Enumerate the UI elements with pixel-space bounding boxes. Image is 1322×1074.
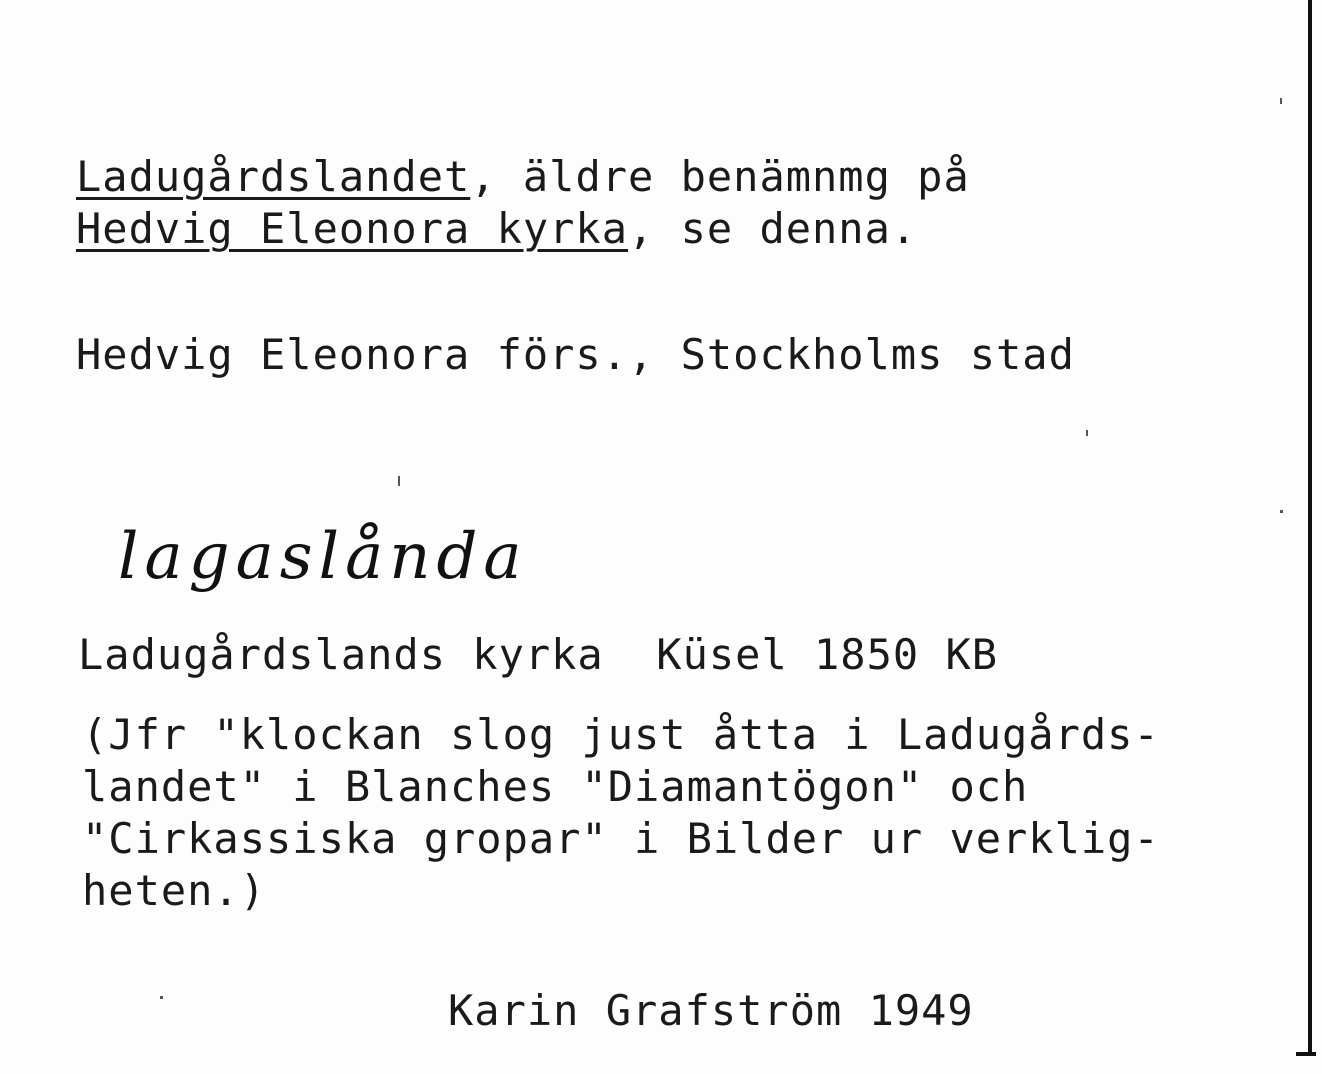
ink-speck — [160, 996, 163, 999]
headword: Ladugårdslandet — [76, 152, 471, 201]
source-line: Ladugårdslands kyrka Küsel 1850 KB — [78, 630, 999, 679]
ink-speck — [1280, 510, 1283, 513]
note-line-1: (Jfr "klockan slog just åtta i Ladugårds- — [82, 710, 1160, 759]
reference-rest: , se denna. — [628, 204, 918, 253]
card-right-edge — [1308, 0, 1312, 1056]
headword-rest: , äldre benämnmg på — [470, 152, 970, 201]
entry-line-2 — [76, 204, 917, 253]
handwritten-pronunciation: lagaslånda — [118, 520, 528, 594]
signature: Karin Grafström 1949 — [448, 986, 974, 1035]
ink-speck — [1086, 430, 1088, 436]
ink-speck — [398, 476, 400, 486]
parish-line: Hedvig Eleonora förs., Stockholms stad — [76, 330, 1075, 379]
card-bottom-corner — [1296, 1052, 1316, 1056]
note-line-3: "Cirkassiska gropar" i Bilder ur verklig- — [82, 814, 1160, 863]
note-line-4: heten.) — [82, 866, 267, 915]
note-line-2: landet" i Blanches "Diamantögon" och — [82, 762, 1029, 811]
ink-speck — [1280, 98, 1282, 104]
entry-line-1 — [76, 152, 970, 201]
reference: Hedvig Eleonora kyrka — [76, 204, 629, 253]
